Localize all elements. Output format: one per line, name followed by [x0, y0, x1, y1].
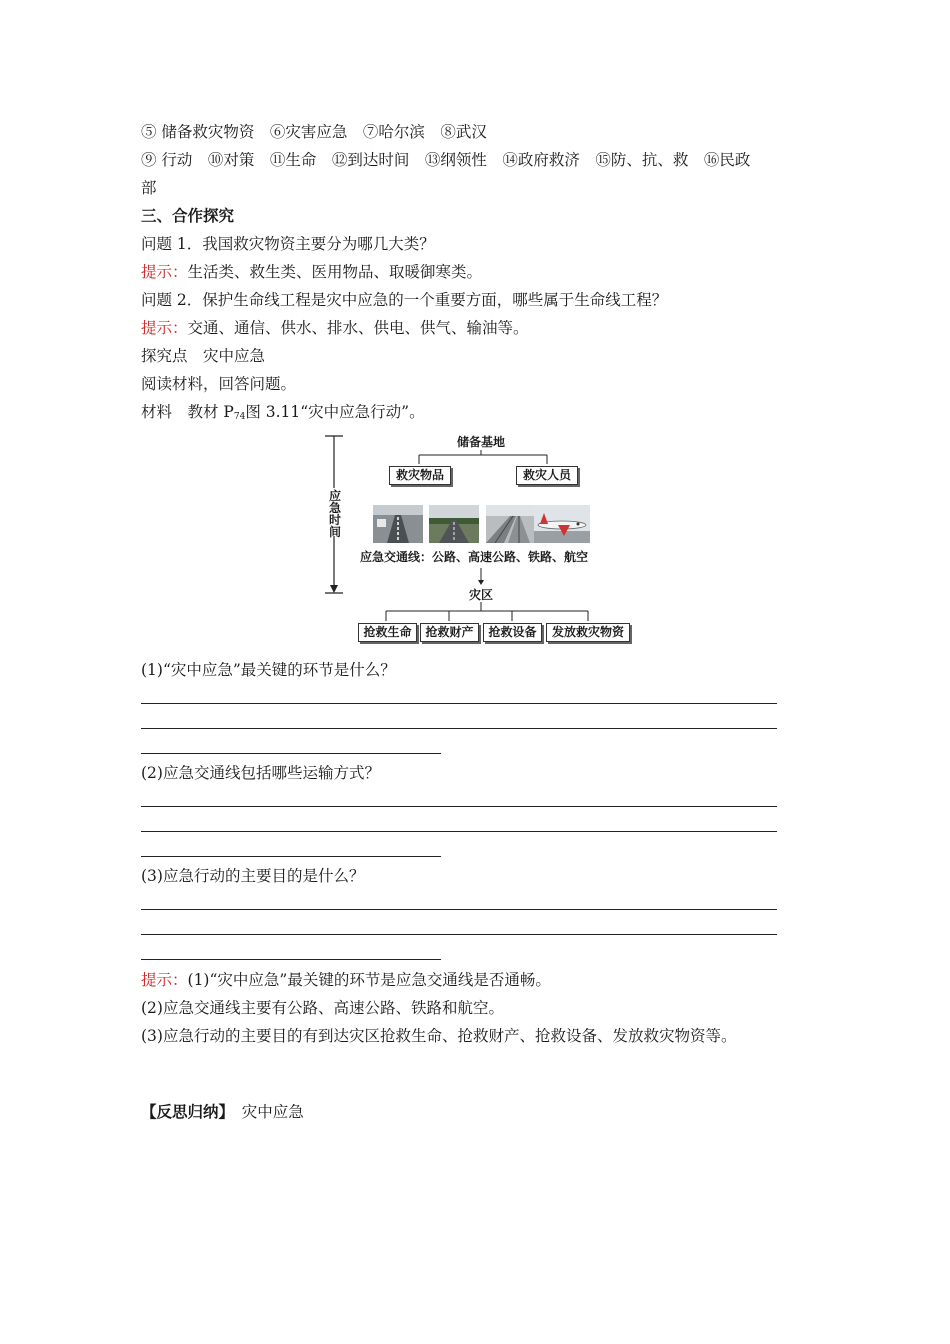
relief-personnel-box: 救灾人员	[516, 466, 578, 485]
question-2: 问题 2．保护生命线工程是灾中应急的一个重要方面，哪些属于生命线工程？	[141, 291, 668, 309]
answer-line	[141, 909, 777, 910]
read-instruction: 阅读材料，回答问题。	[141, 375, 297, 393]
sub-question-3: (3)应急行动的主要目的是什么？	[141, 867, 365, 885]
answer-line	[141, 806, 777, 807]
explore-point: 探究点 灾中应急	[141, 347, 266, 365]
answer-line	[141, 856, 441, 857]
tip-label: 提示：	[141, 263, 188, 281]
action-save-lives: 抢救生命	[358, 623, 417, 642]
action-save-property: 抢救财产	[420, 623, 479, 642]
reserve-base-label: 储备基地	[456, 435, 505, 449]
material-caption	[141, 402, 425, 427]
sub-question-2: (2)应急交通线包括哪些运输方式？	[141, 764, 380, 782]
answer-line	[141, 728, 777, 729]
answer-2-text: 交通、通信、供水、排水、供电、供气、输油等。	[187, 319, 529, 337]
reflection-label: 【反思归纳】	[141, 1103, 227, 1121]
emergency-routes-label: 应急交通线：公路、高速公路、铁路、航空	[360, 550, 589, 564]
answer-row-2: ⑨ 行动 ⑩对策 ⑪生命 ⑫到达时间 ⑬纲领性 ⑭政府救济 ⑮防、抗、救 ⑯民政	[141, 151, 751, 169]
material-page: 74	[233, 412, 246, 422]
action-distribute-supplies: 发放救灾物资	[546, 623, 630, 642]
answer-1	[141, 262, 482, 282]
hint-1-text: (1)“灾中应急”最关键的环节是应急交通线是否通畅。	[187, 971, 551, 989]
action-save-equipment: 抢救设备	[483, 623, 542, 642]
answer-line	[141, 703, 777, 704]
railway-photo	[486, 505, 536, 543]
emergency-time-label: 应 急 时 间	[328, 489, 341, 539]
material-prefix: 材料 教材 P	[141, 403, 234, 421]
hint-2: (2)应急交通线主要有公路、高速公路、铁路和航空。	[141, 999, 504, 1017]
answer-row-3: 部	[141, 179, 157, 197]
answer-line	[141, 934, 777, 935]
reflection-text: 灾中应急	[241, 1103, 304, 1121]
answer-line	[141, 753, 441, 754]
highway-photo	[429, 505, 479, 543]
answer-1-text: 生活类、救生类、医用物品、取暖御寒类。	[187, 263, 483, 281]
tip-label: 提示：	[141, 971, 188, 989]
answer-row-1: ⑤ 储备救灾物资 ⑥灾害应急 ⑦哈尔滨 ⑧武汉	[141, 123, 487, 141]
answer-line	[141, 959, 441, 960]
airplane-photo	[534, 505, 590, 543]
road-photo	[373, 505, 423, 543]
answer-line	[141, 831, 777, 832]
emergency-action-diagram	[316, 430, 636, 645]
answer-2	[141, 318, 529, 338]
disaster-zone-label: 灾区	[469, 588, 494, 602]
tip-label: 提示：	[141, 319, 188, 337]
relief-supplies-box: 救灾物品	[389, 466, 451, 485]
hint-1	[141, 970, 551, 990]
reflection-heading	[141, 1102, 304, 1122]
material-suffix: 图 3.11“灾中应急行动”。	[245, 403, 425, 421]
hint-3: (3)应急行动的主要目的有到达灾区抢救生命、抢救财产、抢救设备、发放救灾物资等。	[141, 1027, 737, 1045]
sub-question-1: (1)“灾中应急”最关键的环节是什么？	[141, 661, 396, 679]
section-title: 三、合作探究	[141, 207, 235, 225]
question-1: 问题 1．我国救灾物资主要分为哪几大类？	[141, 235, 435, 253]
